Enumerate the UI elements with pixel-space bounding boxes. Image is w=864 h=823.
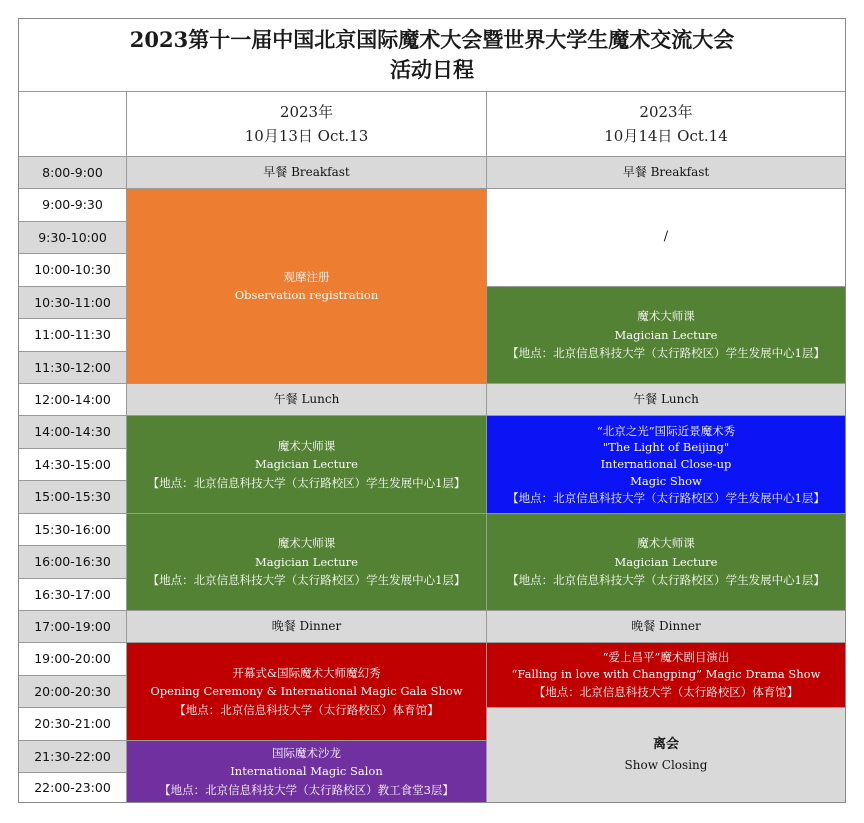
- time-slot: 21:30-22:00: [19, 741, 127, 773]
- magician-lecture-oct13-a: [127, 416, 487, 514]
- light-of-beijing-show: [487, 416, 845, 514]
- time-slot: 8:00-9:00: [19, 157, 127, 189]
- event-title-en: Show Closing: [624, 757, 708, 772]
- event-title-en: Magician Lecture: [255, 554, 358, 569]
- column-date: 10月14日 Oct.14: [604, 127, 728, 145]
- lunch-oct13: 午餐 Lunch: [127, 384, 487, 416]
- event-title-en: Opening Ceremony & International Magic Gala Show: [150, 684, 463, 699]
- time-slot: 17:00-19:00: [19, 611, 127, 643]
- event-title-cn: 离会: [652, 737, 679, 752]
- event-title-en: Magician Lecture: [255, 457, 358, 472]
- event-title-cn: 国际魔术沙龙: [272, 745, 341, 760]
- breakfast-oct14: 早餐 Breakfast: [487, 157, 845, 189]
- breakfast-oct13: 早餐 Breakfast: [127, 157, 487, 189]
- event-location: 【地点：北京信息科技大学（太行路校区）学生发展中心1层】: [147, 573, 466, 588]
- event-location: 【地点：北京信息科技大学（太行路校区）学生发展中心1层】: [507, 346, 825, 361]
- event-location: 【地点：北京信息科技大学（太行路校区）体育馆】: [174, 702, 439, 717]
- time-slot: 11:00-11:30: [19, 319, 127, 352]
- event-title-en-1: "The Light of Beijing": [602, 440, 730, 455]
- event-location: 【地点：北京信息科技大学（太行路校区）教工食堂3层】: [159, 782, 454, 797]
- column-date: 10月13日 Oct.13: [244, 127, 369, 145]
- time-slot: 10:00-10:30: [19, 254, 127, 287]
- event-title-en-3: Magic Show: [630, 473, 702, 488]
- event-title-cn: 魔术大师课: [277, 438, 336, 453]
- time-slot: 15:30-16:00: [19, 514, 127, 546]
- magic-drama-show: [487, 643, 845, 708]
- empty-slot-oct14: /: [487, 189, 845, 287]
- event-title-en: International Magic Salon: [230, 764, 383, 779]
- dinner-oct14: 晚餐 Dinner: [487, 611, 845, 643]
- magician-lecture-oct14-a: [487, 287, 845, 384]
- column-year: 2023年: [639, 103, 693, 121]
- international-magic-salon: [127, 741, 487, 802]
- corner-cell: [19, 92, 127, 157]
- event-title-en: “Falling in love with Changping” Magic Drama Show: [511, 667, 821, 682]
- lunch-oct14: 午餐 Lunch: [487, 384, 845, 416]
- event-location: 【地点：北京信息科技大学（太行路校区）学生发展中心1层】: [147, 475, 466, 490]
- time-slot: 10:30-11:00: [19, 287, 127, 319]
- title-line-1: 2023第十一届中国北京国际魔术大会暨世界大学生魔术交流大会: [129, 26, 735, 52]
- event-title-cn: 魔术大师课: [637, 309, 695, 324]
- time-slot: 20:30-21:00: [19, 708, 127, 741]
- dinner-oct13: 晚餐 Dinner: [127, 611, 487, 643]
- event-title-cn: “北京之光”国际近景魔术秀: [596, 423, 736, 438]
- column-year: 2023年: [279, 103, 334, 121]
- time-slot: 9:30-10:00: [19, 222, 127, 254]
- column-header-oct13: [127, 92, 487, 157]
- schedule-title: [19, 19, 845, 92]
- event-title-en: Observation registration: [234, 288, 379, 302]
- event-location: 【地点：北京信息科技大学（太行路校区）学生发展中心1层】: [507, 490, 825, 505]
- event-title-cn: 魔术大师课: [277, 536, 336, 551]
- event-title-en: Magician Lecture: [614, 327, 718, 342]
- event-location: 【地点：北京信息科技大学（太行路校区）学生发展中心1层】: [507, 573, 825, 588]
- show-closing: [487, 708, 845, 802]
- opening-ceremony-gala: [127, 643, 487, 741]
- schedule-table: [18, 18, 846, 803]
- time-slot: 12:00-14:00: [19, 384, 127, 416]
- event-title-en: Magician Lecture: [614, 554, 718, 569]
- event-title-cn: 开幕式&国际魔术大师魔幻秀: [232, 665, 381, 680]
- magician-lecture-oct13-b: [127, 514, 487, 611]
- time-slot: 15:00-15:30: [19, 481, 127, 514]
- time-slot: 19:00-20:00: [19, 643, 127, 676]
- time-slot: 9:00-9:30: [19, 189, 127, 222]
- time-slot: 22:00-23:00: [19, 773, 127, 802]
- event-location: 【地点：北京信息科技大学（太行路校区）体育馆】: [533, 684, 799, 699]
- magician-lecture-oct14-b: [487, 514, 845, 611]
- event-title-cn: 观摩注册: [283, 269, 330, 284]
- time-slot: 16:30-17:00: [19, 579, 127, 611]
- time-slot: 11:30-12:00: [19, 352, 127, 384]
- time-slot: 20:00-20:30: [19, 676, 127, 708]
- title-line-2: 活动日程: [390, 57, 474, 82]
- observation-registration: [127, 189, 487, 384]
- column-header-oct14: [487, 92, 845, 157]
- event-title-en-2: International Close-up: [600, 457, 732, 472]
- time-slot: 14:30-15:00: [19, 449, 127, 481]
- time-slot: 14:00-14:30: [19, 416, 127, 449]
- event-title-cn: “爱上昌平”魔术剧目演出: [602, 650, 730, 665]
- time-slot: 16:00-16:30: [19, 546, 127, 579]
- event-title-cn: 魔术大师课: [637, 536, 695, 551]
